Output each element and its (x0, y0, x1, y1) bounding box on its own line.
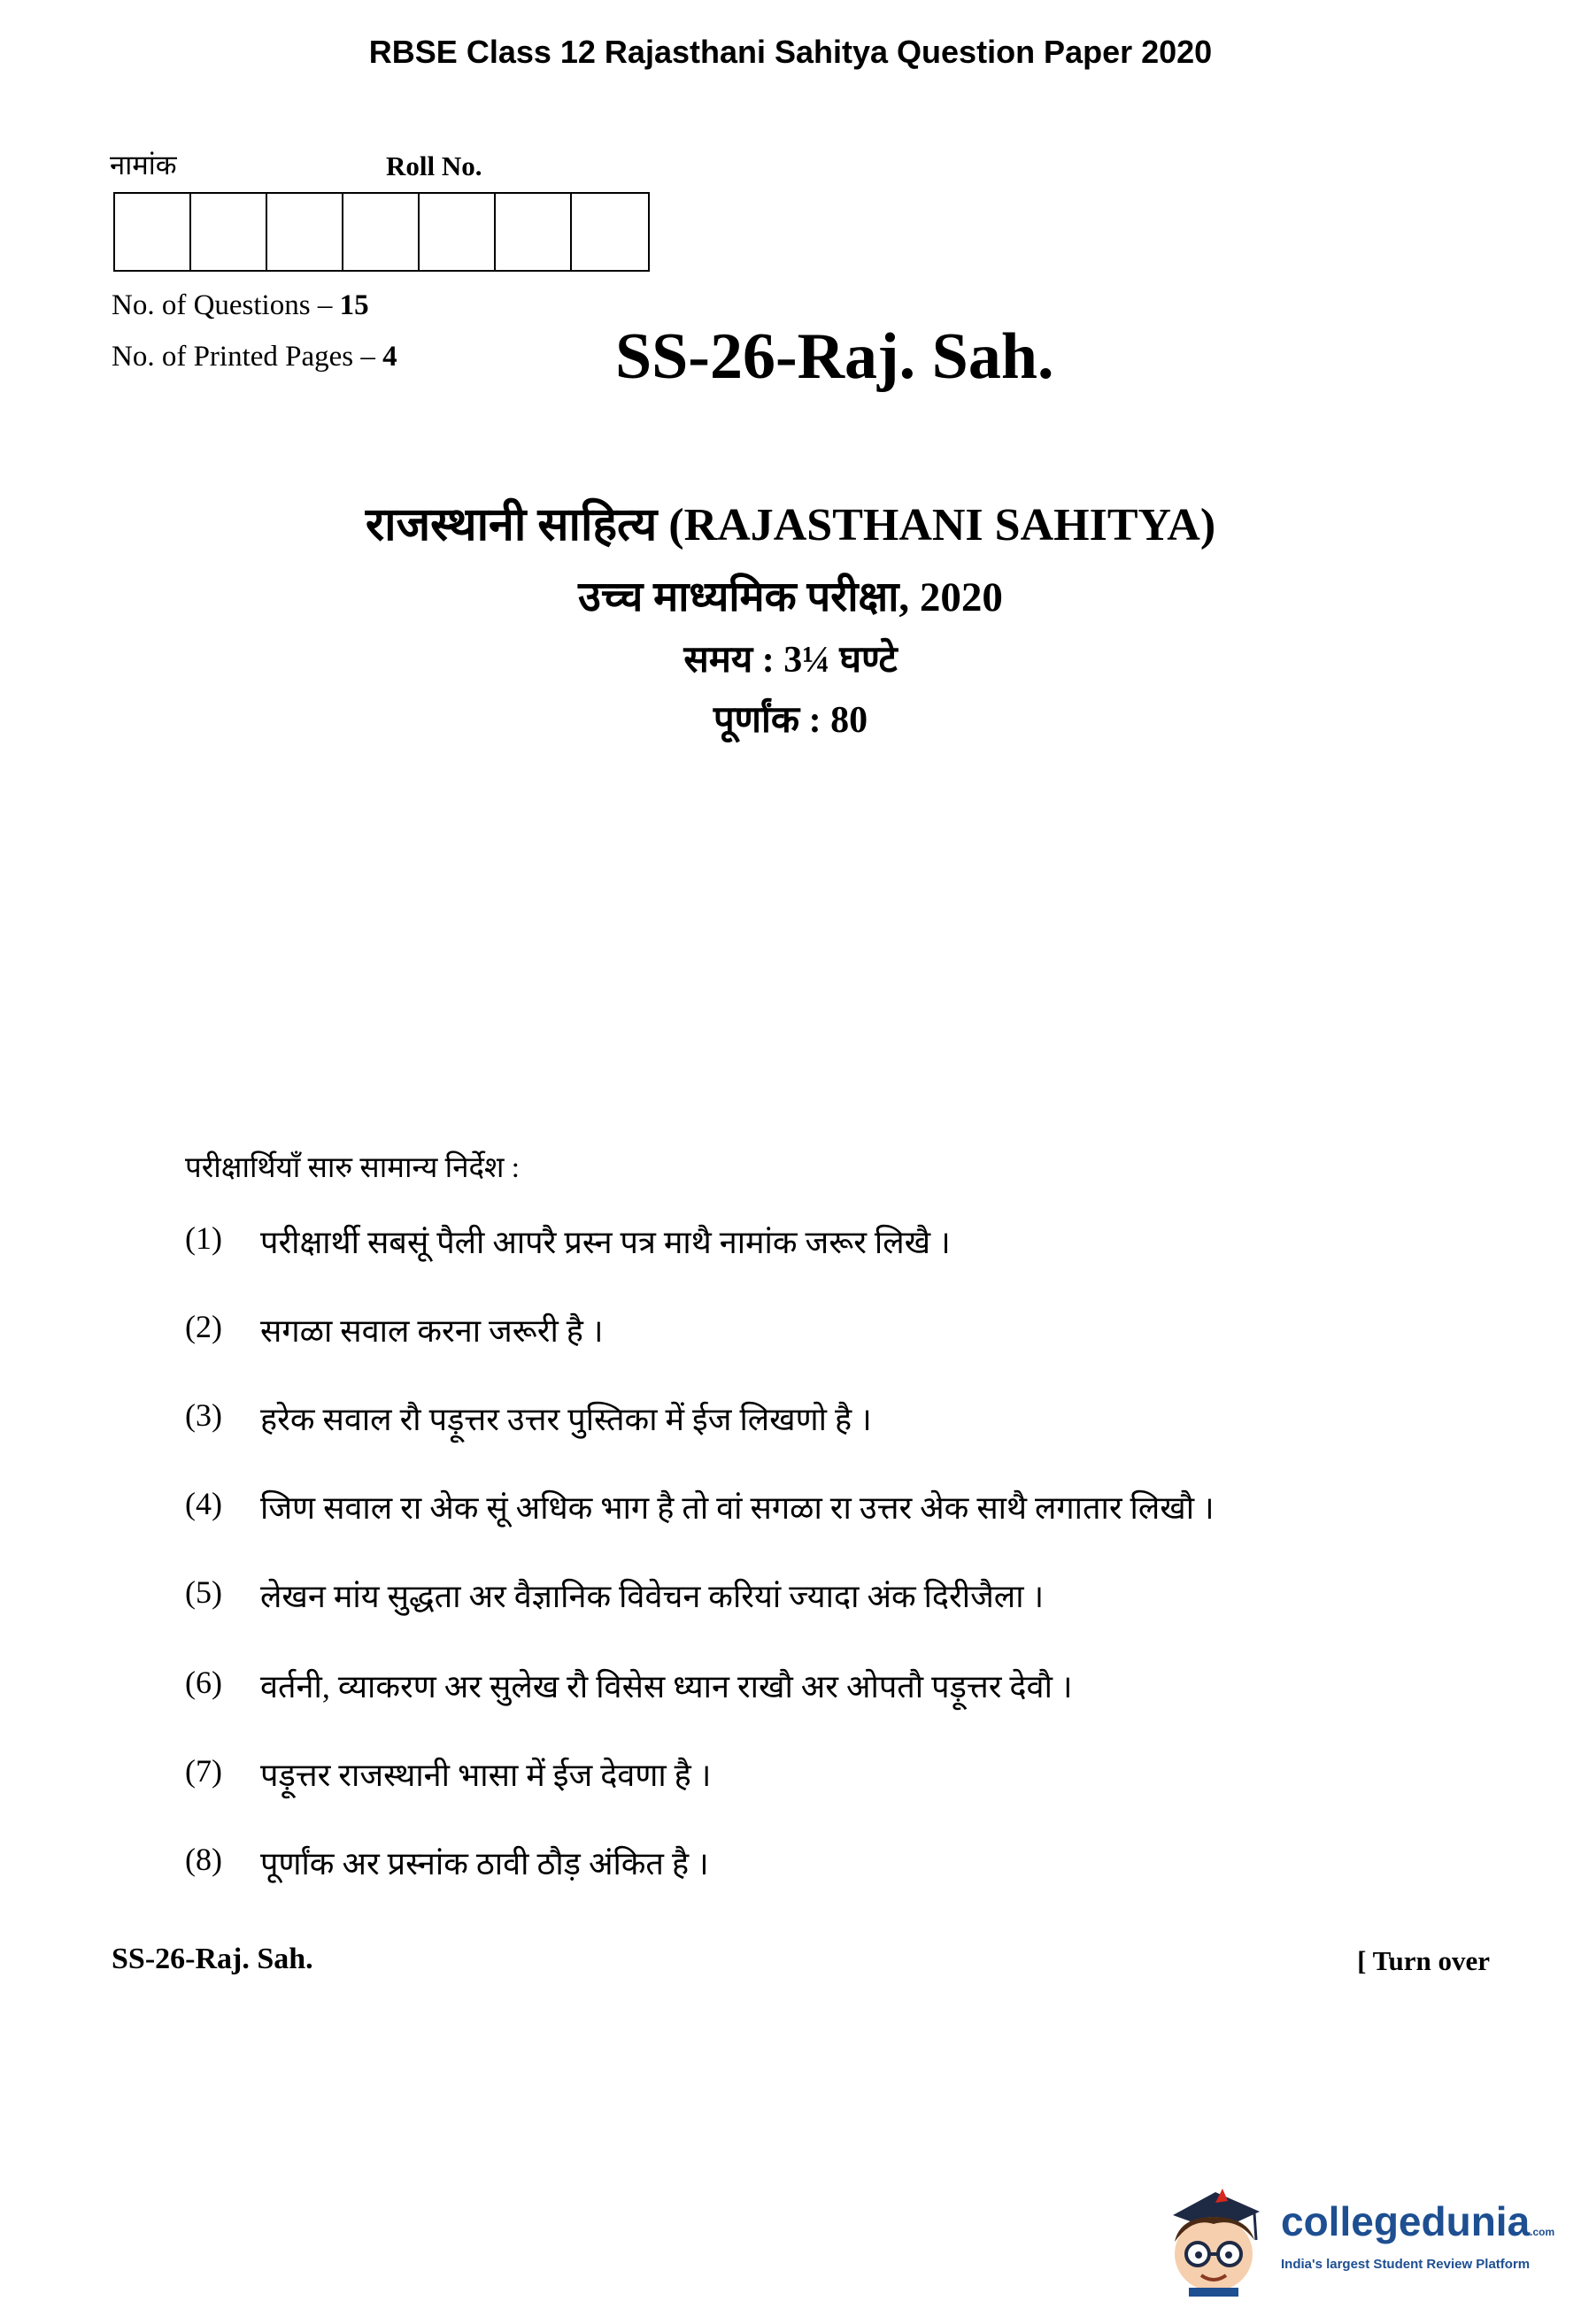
roll-box[interactable] (343, 194, 420, 270)
instruction-number: (4) (185, 1486, 222, 1521)
instruction-item (185, 1397, 872, 1440)
footer-paper-code: SS-26-Raj. Sah. (112, 1943, 313, 1975)
time-value: : 3¼ घण्टे (752, 640, 898, 681)
logo-dotcom: .com (1530, 2225, 1555, 2238)
roll-box[interactable] (420, 194, 496, 270)
roll-box[interactable] (572, 194, 648, 270)
roll-box[interactable] (115, 194, 191, 270)
turn-over-note: [ Turn over (1357, 1945, 1490, 1976)
pages-count-value: 4 (382, 341, 397, 373)
subject-title: राजस्थानी साहित्य (RAJASTHANI SAHITYA) (365, 500, 1216, 550)
marks-value: : 80 (799, 700, 868, 741)
instruction-number: (3) (185, 1397, 222, 1433)
instruction-text: जिण सवाल रा अेक सूं अधिक भाग है तो वां सगळा रा उत्तर अेक साथै लगातार लिखौ । (260, 1490, 1215, 1526)
instruction-text: पूर्णांक अर प्रस्नांक ठावी ठौड़ अंकित है । (260, 1846, 709, 1882)
pages-count-label: No. of Printed Pages – (112, 341, 383, 373)
roll-box[interactable] (191, 194, 267, 270)
time-label: समय (683, 640, 753, 681)
instruction-text: लेखन मांय सुद्धता अर वैज्ञानिक विवेचन करियां ज्यादा अंक दिरीजैला । (260, 1579, 1045, 1614)
instruction-number: (7) (185, 1753, 222, 1789)
time-line (0, 633, 1581, 683)
exam-title: उच्च माध्यमिक परीक्षा, 2020 (578, 574, 1003, 620)
logo-tagline: India's largest Student Review Platform (1281, 2256, 1531, 2272)
questions-count-label: No. of Questions – (112, 289, 340, 321)
questions-count-line (112, 289, 369, 322)
logo-name (1281, 2198, 1554, 2255)
pages-count-line (112, 341, 397, 373)
logo-wordmark: collegedunia (1281, 2197, 1531, 2244)
instruction-number: (2) (185, 1309, 222, 1344)
instruction-number: (8) (185, 1842, 222, 1877)
instruction-item (185, 1664, 1073, 1707)
instruction-item (185, 1752, 711, 1796)
collegedunia-logo[interactable] (1155, 2168, 1562, 2301)
instruction-number: (6) (185, 1665, 222, 1700)
namank-label: नामांक (110, 150, 177, 181)
instruction-text: सगळा सवाल करना जरूरी है । (260, 1313, 604, 1349)
roll-number-boxes (113, 192, 650, 272)
instruction-text: पड़ूत्तर राजस्थानी भासा में ईज देवणा है । (260, 1758, 712, 1793)
instruction-item (185, 1220, 951, 1263)
marks-label: पूर्णांक (713, 700, 800, 741)
marks-line (0, 693, 1581, 743)
roll-no-label: Roll No. (386, 150, 482, 181)
instruction-item (185, 1485, 1215, 1528)
roll-box[interactable] (496, 194, 572, 270)
instruction-text: हरेक सवाल रौ पड़ूत्तर उत्तर पुस्तिका में ईज लिखणो है । (260, 1402, 872, 1437)
questions-count-value: 15 (339, 289, 369, 321)
instruction-number: (5) (185, 1574, 222, 1610)
instructions-heading: परीक्षार्थियाँ सारु सामान्य निर्देश : (185, 1152, 520, 1184)
paper-code: SS-26-Raj. Sah. (615, 320, 1054, 393)
mascot-icon (1155, 2173, 1270, 2297)
instruction-text: वर्तनी, व्याकरण अर सुलेख रौ विसेस ध्यान राखौ अर ओपतौ पड़ूत्तर देवौ । (260, 1669, 1073, 1705)
page-banner: RBSE Class 12 Rajasthani Sahitya Question Paper 2020 (368, 34, 1213, 70)
instruction-item (185, 1841, 709, 1884)
instruction-item (185, 1308, 604, 1351)
roll-box[interactable] (267, 194, 343, 270)
instruction-number: (1) (185, 1220, 222, 1256)
instruction-text: परीक्षार्थी सबसूं पैली आपरै प्रस्न पत्र माथै नामांक जरूर लिखै । (260, 1225, 951, 1260)
logo-text (1281, 2198, 1554, 2272)
instruction-item (185, 1574, 1044, 1617)
